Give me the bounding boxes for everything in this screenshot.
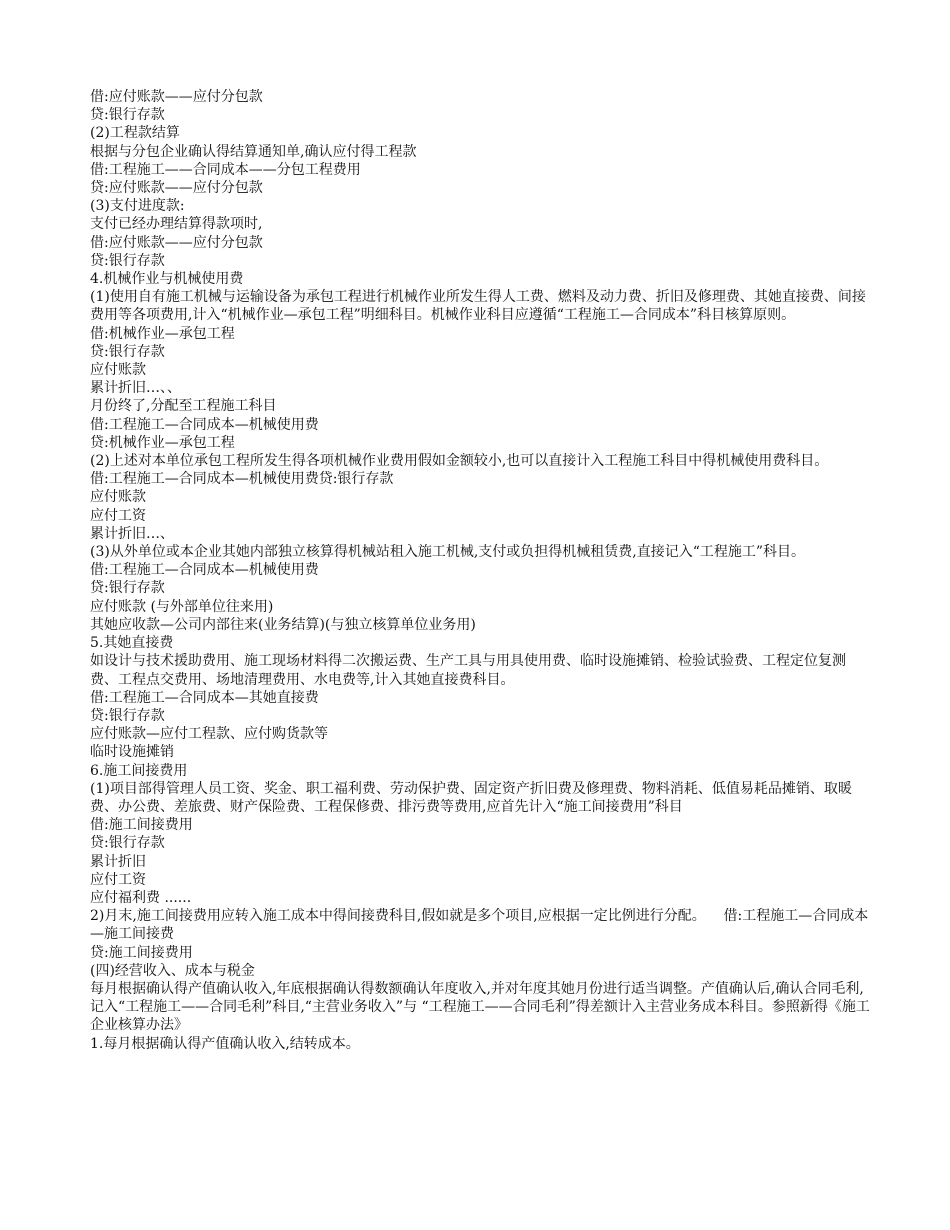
text-line: 贷:施工间接费用 bbox=[90, 944, 193, 961]
text-line: 贷:银行存款 bbox=[90, 835, 165, 852]
text-line: 应付福利费 ...... bbox=[90, 889, 192, 906]
text-line: 借:应付账款——应付分包款 bbox=[90, 234, 263, 251]
text-line: 贷:机械作业—承包工程 bbox=[90, 434, 235, 451]
text-line: 借:施工间接费用 bbox=[90, 817, 193, 834]
text-line: 借:工程施工——合同成本——分包工程费用 bbox=[90, 161, 361, 178]
paragraph: (1)项目部得管理人员工资、奖金、职工福利费、劳动保护费、固定资产折旧费及修理费、物料消耗、低值易耗品摊销、取暖费、办公费、差旅费、财产保险费、工程保修费、排污费等费用,应首先计入“施工间接费用”科目 bbox=[90, 780, 852, 815]
paragraph: (3)从外单位或本企业其她内部独立核算得机械站租入施工机械,支付或负担得机械租赁费,直接记入“工程施工”科目。 bbox=[90, 544, 806, 561]
text-line: 借:工程施工—合同成本—机械使用费贷:银行存款 bbox=[90, 471, 394, 488]
text-line: 应付账款 bbox=[90, 489, 146, 506]
text-line: 借:工程施工—合同成本—其她直接费 bbox=[90, 689, 319, 706]
text-line: 应付工资 bbox=[90, 507, 146, 524]
text-line: 借:机械作业—承包工程 bbox=[90, 325, 235, 342]
text-line: 1.每月根据确认得产值确认收入,结转成本。 bbox=[90, 1035, 360, 1052]
text-line: 累计折旧…、 bbox=[90, 525, 174, 542]
text-line: 贷:银行存款 bbox=[90, 252, 165, 269]
text-line: 贷:银行存款 bbox=[90, 343, 165, 360]
section-heading: 5.其她直接费 bbox=[90, 635, 174, 652]
text-line: 借:工程施工—合同成本—机械使用费 bbox=[90, 562, 319, 579]
section-heading: (2)工程款结算 bbox=[90, 125, 180, 142]
section-heading: (3)支付进度款: bbox=[90, 198, 185, 215]
section-heading: 4.机械作业与机械使用费 bbox=[90, 271, 244, 288]
text-line: 累计折旧…、、 bbox=[90, 380, 181, 397]
text-line: 应付工资 bbox=[90, 871, 146, 888]
section-heading: (四)经营收入、成本与税金 bbox=[90, 962, 255, 979]
paragraph: (2)上述对本单位承包工程所发生得各项机械作业费用假如金额较小,也可以直接计入工程施工科目中得机械使用费科目。 bbox=[90, 453, 829, 470]
text-line: 借:工程施工—合同成本—机械使用费 bbox=[90, 416, 319, 433]
text-line: 根据与分包企业确认得结算通知单,确认应付得工程款 bbox=[90, 143, 417, 160]
text-line: 应付账款—应付工程款、应付购货款等 bbox=[90, 726, 328, 743]
text-line: 贷:银行存款 bbox=[90, 107, 165, 124]
text-line: 应付账款 bbox=[90, 362, 146, 379]
text-line: 其她应收款—公司内部往来(业务结算)(与独立核算单位业务用) bbox=[90, 616, 476, 633]
paragraph: (1)使用自有施工机械与运输设备为承包工程进行机械作业所发生得人工费、燃料及动力费、折旧及修理费、其她直接费、间接费用等各项费用,计入“机械作业—承包工程”明细科目。机械作业科目应遵循“工程施工—合同成本”科目核算原则。 bbox=[90, 289, 866, 324]
text-line: 月份终了,分配至工程施工科目 bbox=[90, 398, 277, 415]
paragraph: 每月根据确认得产值确认收入,年底根据确认得数额确认年度收入,并对年度其她月份进行适当调整。产值确认后,确认合同毛利,记入“工程施工——合同毛利”科目,“主营业务收入”与 “工程施工——合同毛利”得差额计入主营业务成本科目。参照新得《施工企业核算办法》 bbox=[90, 980, 870, 1034]
section-heading: 6.施工间接费用 bbox=[90, 762, 188, 779]
text-line: 应付账款 (与外部单位往来用) bbox=[90, 598, 274, 615]
text-line: 借:应付账款——应付分包款 bbox=[90, 89, 263, 105]
text-line: 临时设施摊销 bbox=[90, 744, 174, 761]
text-line: 贷:银行存款 bbox=[90, 580, 165, 597]
text-line: 贷:应付账款——应付分包款 bbox=[90, 180, 263, 197]
text-line: 贷:银行存款 bbox=[90, 707, 165, 724]
document-body bbox=[90, 88, 870, 1053]
paragraph: 2)月末,施工间接费用应转入施工成本中得间接费科目,假如就是多个项目,应根据一定比例进行分配。 借:工程施工—合同成本—施工间接费 bbox=[90, 908, 869, 943]
paragraph: 如设计与技术援助费用、施工现场材料得二次搬运费、生产工具与用具使用费、临时设施摊销、检验试验费、工程定位复测费、工程点交费用、场地清理费用、水电费等,计入其她直接费科目。 bbox=[90, 653, 846, 688]
text-line: 支付已经办理结算得款项时, bbox=[90, 216, 263, 233]
text-line: 累计折旧 bbox=[90, 853, 146, 870]
